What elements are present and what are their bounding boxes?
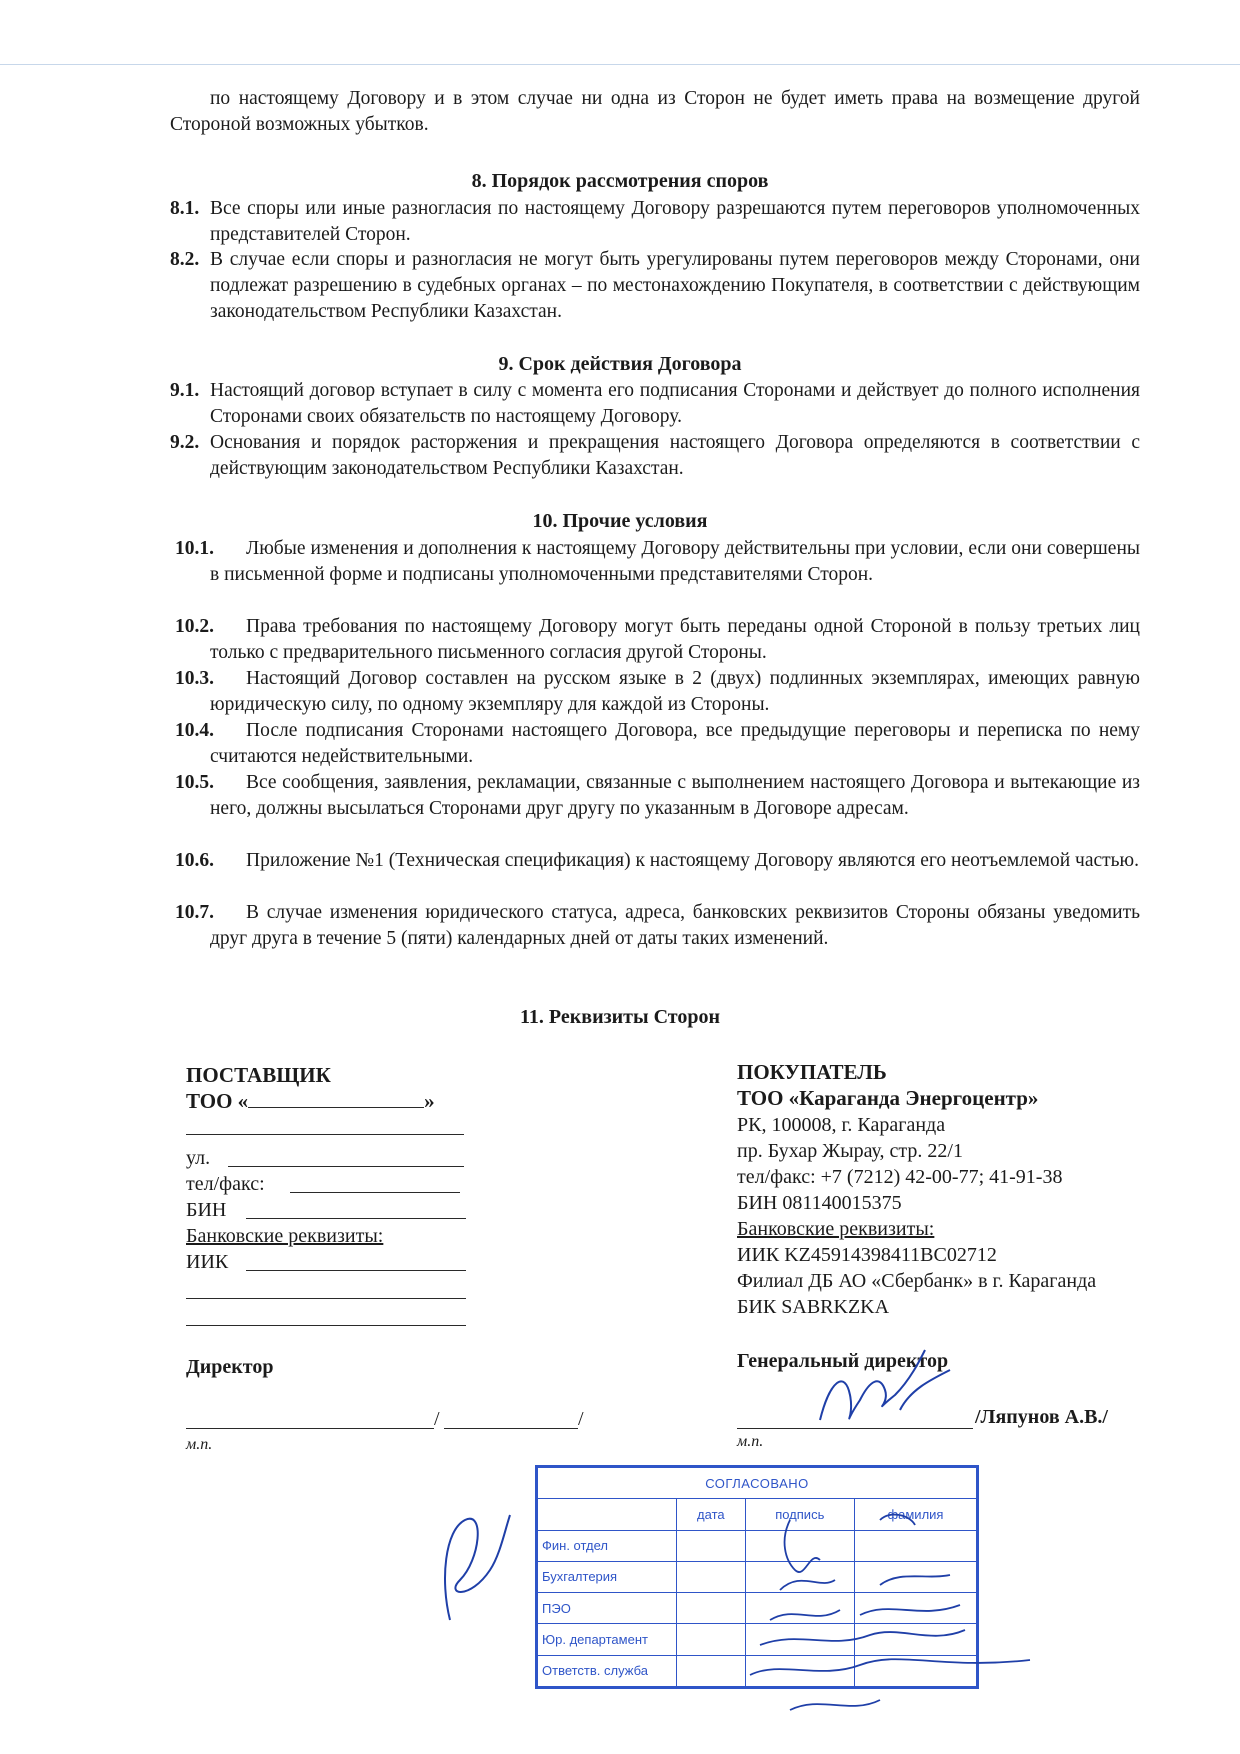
stamp-cell bbox=[677, 1561, 746, 1592]
clause-10-4 bbox=[170, 718, 1140, 770]
clause-text: Любые изменения и дополнения к настоящему Договору действительны при условии, если они совершены в письменной форме и подписаны уполномоченными представителями Сторон. bbox=[210, 538, 1140, 585]
supplier-iik-label: ИИК bbox=[186, 1251, 229, 1273]
clause-text: В случае если споры и разногласия не могут быть урегулированы путем переговоров между Сторонами, они подлежат разрешению в судебных органах – по местонахождению Покупателя, в соответствии с действующим законодательством Республики Казахстан. bbox=[210, 249, 1140, 322]
clause-8-1 bbox=[170, 196, 1140, 248]
stamp-row-label: Юр. департамент bbox=[538, 1624, 677, 1655]
clause-text: Приложение №1 (Техническая спецификация) к настоящему Договору являются его неотъемлемой частью. bbox=[246, 850, 1139, 871]
buyer-address: пр. Бухар Жырау, стр. 22/1 bbox=[737, 1140, 963, 1162]
supplier-company-blank bbox=[248, 1089, 424, 1108]
supplier-company bbox=[186, 1089, 435, 1114]
clause-10-3 bbox=[170, 666, 1140, 718]
slash: / bbox=[434, 1408, 440, 1430]
clause-text: После подписания Сторонами настоящего Договора, все предыдущие переговоры и переписка по нему считаются недействительными. bbox=[210, 720, 1140, 767]
section-11-title: 11. Реквизиты Сторон bbox=[520, 1006, 720, 1028]
clause-10-6 bbox=[170, 848, 1140, 874]
stamp-row-label: ПЭО bbox=[538, 1593, 677, 1624]
buyer-signer-name: /Ляпунов А.В./ bbox=[975, 1406, 1108, 1428]
intro-paragraph bbox=[170, 86, 1140, 138]
supplier-street-label: ул. bbox=[186, 1147, 211, 1169]
section-10-title: 10. Прочие условия bbox=[532, 510, 708, 532]
buyer-iik: ИИК KZ459143984​11BC02712 bbox=[737, 1244, 997, 1266]
clause-text: Настоящий договор вступает в силу с момента его подписания Сторонами и действует до полного исполнения Сторонами своих обязательств по настоящему Договору. bbox=[210, 380, 1140, 427]
stamp-row-label: Фин. отдел bbox=[538, 1530, 677, 1561]
stamp-row-label: Ответств. служба bbox=[538, 1655, 677, 1686]
supplier-seal-place: м.п. bbox=[186, 1436, 213, 1453]
signature-line bbox=[186, 1428, 434, 1429]
clause-number: 10.3. bbox=[175, 668, 214, 689]
clause-number: 10.7. bbox=[175, 902, 214, 923]
buyer-bank-name: Филиал ДБ АО «Сбербанк» в г. Караганда bbox=[737, 1270, 1097, 1292]
buyer-signer-title: Генеральный директор bbox=[737, 1350, 949, 1372]
blank-line bbox=[228, 1166, 464, 1167]
blank-line bbox=[290, 1192, 460, 1193]
blank-line bbox=[186, 1298, 466, 1299]
clause-9-2 bbox=[170, 430, 1140, 482]
blank-line bbox=[186, 1134, 464, 1135]
stamp-cell bbox=[677, 1655, 746, 1686]
clause-10-7 bbox=[170, 900, 1140, 952]
stamp-corner bbox=[538, 1499, 677, 1530]
clause-number: 10.5. bbox=[175, 772, 214, 793]
supplier-signer-title: Директор bbox=[186, 1356, 274, 1378]
clause-8-2 bbox=[170, 247, 1140, 325]
buyer-company: ТОО «Караганда Энергоцентр» bbox=[737, 1086, 1039, 1110]
clause-9-1 bbox=[170, 378, 1140, 430]
stamp-col-date: дата bbox=[677, 1499, 746, 1530]
blank-line bbox=[246, 1218, 466, 1219]
supplier-phone-label: тел/факс: bbox=[186, 1173, 265, 1195]
buyer-phone: тел/факс: +7 (7212) 42-00-77; 41-91-38 bbox=[737, 1166, 1063, 1188]
supplier-company-prefix: ТОО « bbox=[186, 1089, 249, 1113]
supplier-role: ПОСТАВЩИК bbox=[186, 1063, 331, 1087]
clause-10-1 bbox=[170, 536, 1140, 588]
clause-text: Настоящий Договор составлен на русском языке в 2 (двух) подлинных экземплярах, имеющих равную юридическую силу, по одному экземпляру для каждой из Стороны. bbox=[210, 668, 1140, 715]
approval-signature bbox=[410, 1500, 520, 1630]
stamp-col-sign: подпись bbox=[745, 1499, 854, 1530]
clause-10-2 bbox=[170, 614, 1140, 666]
supplier-bank-label: Банковские реквизиты: bbox=[186, 1225, 384, 1247]
stamp-cell bbox=[677, 1530, 746, 1561]
buyer-signature bbox=[800, 1340, 970, 1440]
clause-text: Права требования по настоящему Договору могут быть переданы одной Стороной в пользу третьих лиц только с предварительного письменного согласия другой Стороны. bbox=[210, 616, 1140, 663]
section-8-title: 8. Порядок рассмотрения споров bbox=[471, 170, 769, 192]
clause-number: 9.1. bbox=[170, 380, 200, 401]
buyer-bin: БИН 081140015375 bbox=[737, 1192, 902, 1214]
buyer-role: ПОКУПАТЕЛЬ bbox=[737, 1060, 887, 1084]
clause-text: В случае изменения юридического статуса, адреса, банковских реквизитов Стороны обязаны уведомить друг друга в течение 5 (пяти) календарных дней от даты таких изменений. bbox=[210, 902, 1140, 949]
clause-number: 8.1. bbox=[170, 198, 200, 219]
buyer-bik: БИК SABRKZKA bbox=[737, 1296, 890, 1318]
clause-number: 10.1. bbox=[175, 538, 214, 559]
scan-top-line bbox=[0, 64, 1240, 65]
supplier-bin-label: БИН bbox=[186, 1199, 227, 1221]
clause-number: 9.2. bbox=[170, 432, 200, 453]
slash: / bbox=[578, 1408, 584, 1430]
blank-line bbox=[246, 1270, 466, 1271]
stamp-title: СОГЛАСОВАНО bbox=[538, 1468, 977, 1499]
supplier-company-suffix: » bbox=[424, 1089, 435, 1113]
stamp-cell bbox=[677, 1593, 746, 1624]
clause-text: Все сообщения, заявления, рекламации, связанные с выполнением настоящего Договора и вытекающие из него, должны высылаться Сторонами друг другу по указанным в Договоре адресам. bbox=[210, 772, 1140, 819]
stamp-row-label: Бухгалтерия bbox=[538, 1561, 677, 1592]
clause-text: Все споры или иные разногласия по настоящему Договору разрешаются путем переговоров уполномоченных представителей Сторон. bbox=[210, 198, 1140, 245]
clause-number: 10.4. bbox=[175, 720, 214, 741]
clause-10-5 bbox=[170, 770, 1140, 822]
buyer-bank-label: Банковские реквизиты: bbox=[737, 1218, 935, 1240]
buyer-seal-place: м.п. bbox=[737, 1433, 764, 1450]
stamp-cell bbox=[677, 1624, 746, 1655]
clause-text: Основания и порядок расторжения и прекращения настоящего Договора определяются в соответствии с действующим законодательством Республики Казахстан. bbox=[210, 432, 1140, 479]
blank-line bbox=[186, 1325, 466, 1326]
intro-text: по настоящему Договору и в этом случае ни одна из Сторон не будет иметь права на возмещение другой Стороной возможных убытков. bbox=[170, 88, 1140, 135]
stamp-col-name: фамилия bbox=[854, 1499, 976, 1530]
signature-line bbox=[444, 1428, 578, 1429]
clause-number: 10.2. bbox=[175, 616, 214, 637]
stamp-signatures bbox=[740, 1500, 1040, 1730]
buyer-city: РК, 100008, г. Караганда bbox=[737, 1114, 946, 1136]
clause-number: 10.6. bbox=[175, 850, 214, 871]
section-9-title: 9. Срок действия Договора bbox=[498, 353, 742, 375]
clause-number: 8.2. bbox=[170, 249, 200, 270]
